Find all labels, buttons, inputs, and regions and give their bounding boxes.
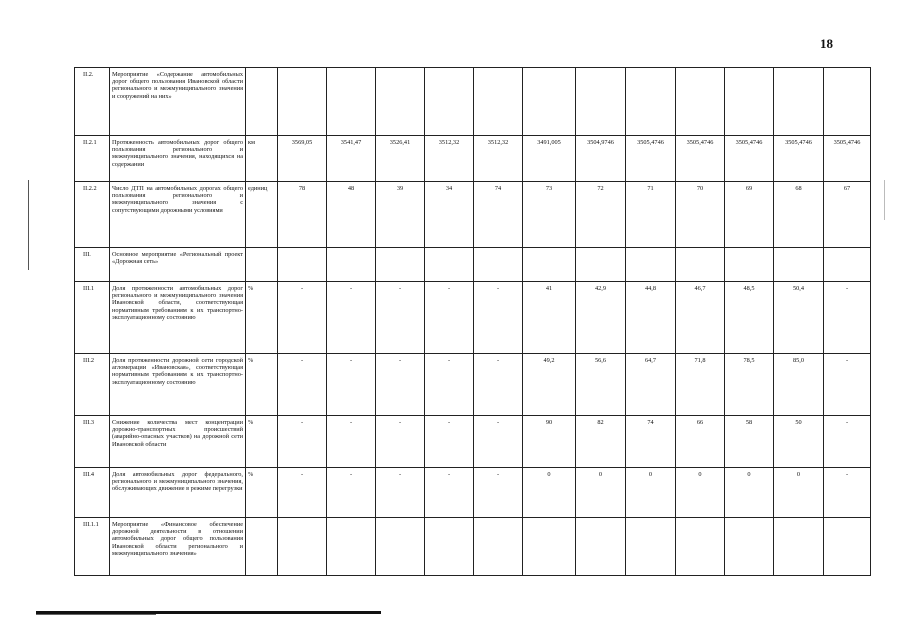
value-cell: -: [278, 354, 327, 416]
row-code: III.1.1: [75, 518, 110, 576]
value-cell: -: [824, 468, 871, 518]
value-cell: 74: [626, 416, 676, 468]
value-cell: 3505,4746: [676, 136, 725, 182]
value-cell: 78: [278, 182, 327, 248]
row-name: Снижение количества мест концентрации дорожно-транспортных происшествий (аварийно-опасных участков) на дорожной сети Ивановской области: [110, 416, 246, 468]
value-cell: -: [376, 282, 425, 354]
row-unit: [246, 518, 278, 576]
row-code: III.4: [75, 468, 110, 518]
value-cell: 34: [425, 182, 474, 248]
value-cell: [376, 248, 425, 282]
value-cell: [474, 68, 523, 136]
value-cell: -: [327, 354, 376, 416]
value-cell: [774, 518, 824, 576]
row-unit: [246, 68, 278, 136]
value-cell: -: [425, 416, 474, 468]
value-cell: 0: [626, 468, 676, 518]
row-code: III.: [75, 248, 110, 282]
value-cell: 64,7: [626, 354, 676, 416]
value-cell: [824, 518, 871, 576]
value-cell: 50,4: [774, 282, 824, 354]
row-code: III.1: [75, 282, 110, 354]
table-row: [75, 182, 871, 248]
value-cell: [676, 68, 725, 136]
value-cell: 0: [576, 468, 626, 518]
value-cell: [327, 248, 376, 282]
value-cell: [824, 68, 871, 136]
value-cell: [523, 68, 576, 136]
row-name: Основное мероприятие «Региональный проект «Дорожная сеть»: [110, 248, 246, 282]
value-cell: [278, 248, 327, 282]
value-cell: [676, 248, 725, 282]
value-cell: [576, 518, 626, 576]
value-cell: [523, 248, 576, 282]
value-cell: 90: [523, 416, 576, 468]
value-cell: [824, 248, 871, 282]
scan-artifact-line: [36, 614, 156, 615]
value-cell: [725, 518, 774, 576]
value-cell: [576, 248, 626, 282]
indicators-table: [74, 67, 871, 576]
value-cell: 3505,4746: [774, 136, 824, 182]
value-cell: -: [474, 282, 523, 354]
value-cell: [376, 518, 425, 576]
value-cell: [676, 518, 725, 576]
row-unit: [246, 248, 278, 282]
value-cell: [774, 68, 824, 136]
row-name: Доля протяженности дорожной сети городской агломерации «Ивановская», соответствующая нормативным требованиям к их транспортно-эксплуатационному состоянию: [110, 354, 246, 416]
row-unit: %: [246, 468, 278, 518]
value-cell: 58: [725, 416, 774, 468]
value-cell: 74: [474, 182, 523, 248]
row-name: Доля протяженности автомобильных дорог регионального и межмуниципального значения Ивановской области, соответствующая нормативным требованиям к их транспортно-эксплуатационному состоянию: [110, 282, 246, 354]
value-cell: -: [824, 416, 871, 468]
value-cell: 41: [523, 282, 576, 354]
value-cell: 67: [824, 182, 871, 248]
value-cell: -: [278, 468, 327, 518]
value-cell: 42,9: [576, 282, 626, 354]
value-cell: -: [376, 354, 425, 416]
value-cell: -: [474, 468, 523, 518]
value-cell: -: [824, 282, 871, 354]
value-cell: 82: [576, 416, 626, 468]
table-row: [75, 518, 871, 576]
value-cell: [425, 248, 474, 282]
value-cell: 0: [676, 468, 725, 518]
value-cell: -: [327, 416, 376, 468]
row-unit: %: [246, 282, 278, 354]
row-unit: %: [246, 416, 278, 468]
value-cell: 69: [725, 182, 774, 248]
value-cell: 44,8: [626, 282, 676, 354]
value-cell: 48,5: [725, 282, 774, 354]
value-cell: 50: [774, 416, 824, 468]
value-cell: 85,0: [774, 354, 824, 416]
page-number: 18: [820, 36, 833, 51]
value-cell: -: [278, 282, 327, 354]
table-row: [75, 282, 871, 354]
table-row: [75, 354, 871, 416]
value-cell: 66: [676, 416, 725, 468]
value-cell: 3505,4746: [626, 136, 676, 182]
value-cell: 48: [327, 182, 376, 248]
value-cell: 72: [576, 182, 626, 248]
value-cell: 3541,47: [327, 136, 376, 182]
value-cell: 46,7: [676, 282, 725, 354]
value-cell: -: [327, 282, 376, 354]
value-cell: 73: [523, 182, 576, 248]
value-cell: -: [474, 416, 523, 468]
value-cell: -: [824, 354, 871, 416]
value-cell: [626, 518, 676, 576]
value-cell: [278, 518, 327, 576]
row-name: Мероприятие «Содержание автомобильных дорог общего пользования Ивановской области регионального и межмуниципального значения и сооружений на них»: [110, 68, 246, 136]
table-row: [75, 68, 871, 136]
value-cell: [576, 68, 626, 136]
row-name: Протяженность автомобильных дорог общего пользования регионального и межмуниципального значения, находящихся на содержании: [110, 136, 246, 182]
value-cell: -: [376, 468, 425, 518]
row-unit: %: [246, 354, 278, 416]
value-cell: [626, 68, 676, 136]
value-cell: 3505,4746: [824, 136, 871, 182]
row-name: Мероприятие «Финансовое обеспечение дорожной деятельности в отношении автомобильных дорог общего пользования Ивановской области регионального и межмуниципального значения»: [110, 518, 246, 576]
value-cell: [626, 248, 676, 282]
value-cell: 78,5: [725, 354, 774, 416]
row-code: II.2.1: [75, 136, 110, 182]
value-cell: 3526,41: [376, 136, 425, 182]
value-cell: -: [425, 468, 474, 518]
value-cell: 3569,05: [278, 136, 327, 182]
table-row: [75, 416, 871, 468]
scan-artifact-mark: [28, 180, 29, 270]
table-row: [75, 136, 871, 182]
value-cell: 39: [376, 182, 425, 248]
row-name: Доля автомобильных дорог федерального, регионального и межмуниципального значения, обслуживающих движение в режиме перегрузки: [110, 468, 246, 518]
value-cell: 71: [626, 182, 676, 248]
value-cell: 71,8: [676, 354, 725, 416]
value-cell: [725, 248, 774, 282]
row-code: III.2: [75, 354, 110, 416]
value-cell: [327, 518, 376, 576]
value-cell: [474, 248, 523, 282]
row-unit: единиц: [246, 182, 278, 248]
value-cell: 0: [774, 468, 824, 518]
value-cell: -: [278, 416, 327, 468]
value-cell: 0: [725, 468, 774, 518]
value-cell: 3512,32: [474, 136, 523, 182]
row-name: Число ДТП на автомобильных дорогах общего пользования регионального и межмуниципального значения с сопутствующими дорожными условиями: [110, 182, 246, 248]
scan-artifact-mark: [884, 180, 885, 220]
row-unit: км: [246, 136, 278, 182]
row-code: II.2.: [75, 68, 110, 136]
value-cell: 3491,005: [523, 136, 576, 182]
value-cell: 3512,32: [425, 136, 474, 182]
table-row: [75, 248, 871, 282]
value-cell: [725, 68, 774, 136]
value-cell: [523, 518, 576, 576]
value-cell: [474, 518, 523, 576]
value-cell: 3505,4746: [725, 136, 774, 182]
value-cell: -: [376, 416, 425, 468]
value-cell: 49,2: [523, 354, 576, 416]
value-cell: -: [425, 282, 474, 354]
value-cell: -: [474, 354, 523, 416]
value-cell: -: [327, 468, 376, 518]
value-cell: [425, 518, 474, 576]
value-cell: 0: [523, 468, 576, 518]
value-cell: -: [425, 354, 474, 416]
value-cell: [278, 68, 327, 136]
value-cell: [327, 68, 376, 136]
value-cell: 3504,9746: [576, 136, 626, 182]
value-cell: 56,6: [576, 354, 626, 416]
row-code: III.3: [75, 416, 110, 468]
table-row: [75, 468, 871, 518]
value-cell: [774, 248, 824, 282]
value-cell: 68: [774, 182, 824, 248]
value-cell: [425, 68, 474, 136]
value-cell: [376, 68, 425, 136]
row-code: II.2.2: [75, 182, 110, 248]
value-cell: 70: [676, 182, 725, 248]
